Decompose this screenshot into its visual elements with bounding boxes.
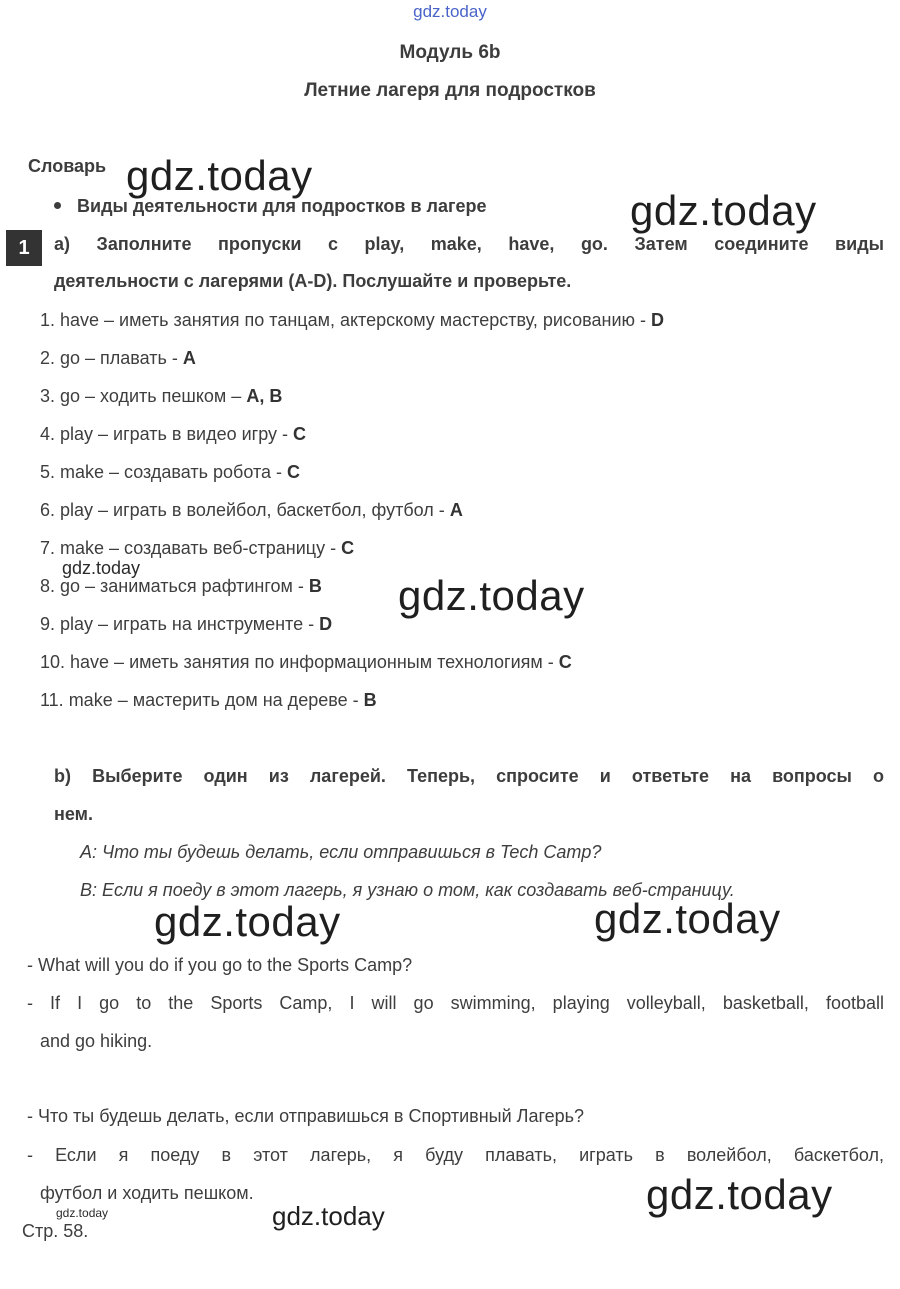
list-item-answer: A, B: [246, 386, 283, 406]
task-a-instruction-cont: деятельности с лагерями (A-D). Послушайте и проверьте.: [54, 271, 572, 291]
list-item: [40, 386, 282, 407]
watermark: gdz.today: [594, 895, 781, 942]
list-item-answer: B: [308, 576, 322, 596]
example-dialog-b: B: Если я поеду в этот лагерь, я узнаю о том, как создавать веб-страницу.: [80, 880, 735, 900]
watermark: gdz.today: [154, 898, 341, 945]
list-item-answer: A: [182, 348, 196, 368]
watermark: gdz.today: [646, 1171, 833, 1218]
watermark: gdz.today: [630, 187, 817, 234]
list-item-text: 8. go – заниматься рафтингом -: [40, 576, 309, 596]
watermark: gdz.today: [62, 558, 141, 578]
list-item: [40, 310, 664, 331]
watermark: gdz.today: [56, 1206, 109, 1220]
vocabulary-bullet-text: Виды деятельности для подростков в лагере: [77, 196, 487, 216]
list-item: [40, 652, 572, 673]
watermark: gdz.today: [398, 572, 585, 619]
vocabulary-bullet: [54, 196, 487, 217]
list-item-text: 6. play – играть в волейбол, баскетбол, футбол -: [40, 500, 450, 520]
list-item-text: 5. make – создавать робота -: [40, 462, 288, 482]
list-item: [40, 538, 354, 559]
exercise-number-badge: 1: [6, 230, 42, 266]
answer-en-reply-cont: and go hiking.: [40, 1031, 153, 1051]
module-title: Модуль 6b: [399, 42, 501, 63]
list-item-text: 1. have – иметь занятия по танцам, актерскому мастерству, рисованию -: [40, 310, 651, 330]
list-item: [40, 690, 377, 711]
watermark-top: gdz.today: [413, 2, 487, 21]
watermark: gdz.today: [272, 1201, 385, 1231]
task-b-instruction-cont: нем.: [54, 804, 93, 824]
list-item-text: 4. play – играть в видео игру -: [40, 424, 294, 444]
answer-ru-question: - Что ты будешь делать, если отправишься в Спортивный Лагерь?: [27, 1106, 585, 1126]
list-item-text: 7. make – создавать веб-страницу -: [40, 538, 342, 558]
list-item-answer: C: [287, 462, 301, 482]
task-b-instruction: b) Выберите один из лагерей. Теперь, спросите и ответьте на вопросы о: [54, 766, 884, 786]
list-item-answer: D: [319, 614, 333, 634]
list-item-text: 9. play – играть на инструменте -: [40, 614, 320, 634]
list-item-answer: C: [293, 424, 307, 444]
list-item-answer: D: [651, 310, 664, 330]
answer-en-question: - What will you do if you go to the Sports Camp?: [27, 955, 413, 975]
example-dialog-a: A: Что ты будешь делать, если отправишься в Tech Camp?: [80, 842, 602, 862]
list-item: [40, 576, 322, 597]
list-item-text: 3. go – ходить пешком –: [40, 386, 247, 406]
answer-en-reply: - If I go to the Sports Camp, I will go swimming, playing volleyball, basketball, football: [27, 993, 884, 1013]
list-item-answer: C: [558, 652, 572, 672]
list-item: [40, 424, 306, 445]
list-item-answer: B: [363, 690, 377, 710]
bullet-icon: [54, 202, 61, 209]
list-item-answer: A: [449, 500, 463, 520]
list-item: [40, 500, 463, 521]
watermark: gdz.today: [126, 152, 313, 199]
list-item-answer: C: [341, 538, 355, 558]
list-item-text: 10. have – иметь занятия по информационным технологиям -: [40, 652, 559, 672]
page-subtitle: Летние лагеря для подростков: [304, 80, 596, 101]
list-item: [40, 614, 332, 635]
list-item-text: 11. make – мастерить дом на дереве -: [40, 690, 364, 710]
answer-ru-reply-cont: футбол и ходить пешком.: [40, 1183, 254, 1203]
list-item-text: 2. go – плавать -: [40, 348, 183, 368]
list-item: [40, 462, 300, 483]
list-item: [40, 348, 196, 369]
task-a-instruction: a) Заполните пропуски с play, make, have, go. Затем соедините виды: [54, 234, 884, 254]
answer-ru-reply: - Если я поеду в этот лагерь, я буду плавать, играть в волейбол, баскетбол,: [27, 1145, 884, 1165]
page-number: Стр. 58.: [22, 1221, 89, 1241]
vocabulary-heading: Словарь: [28, 156, 107, 176]
